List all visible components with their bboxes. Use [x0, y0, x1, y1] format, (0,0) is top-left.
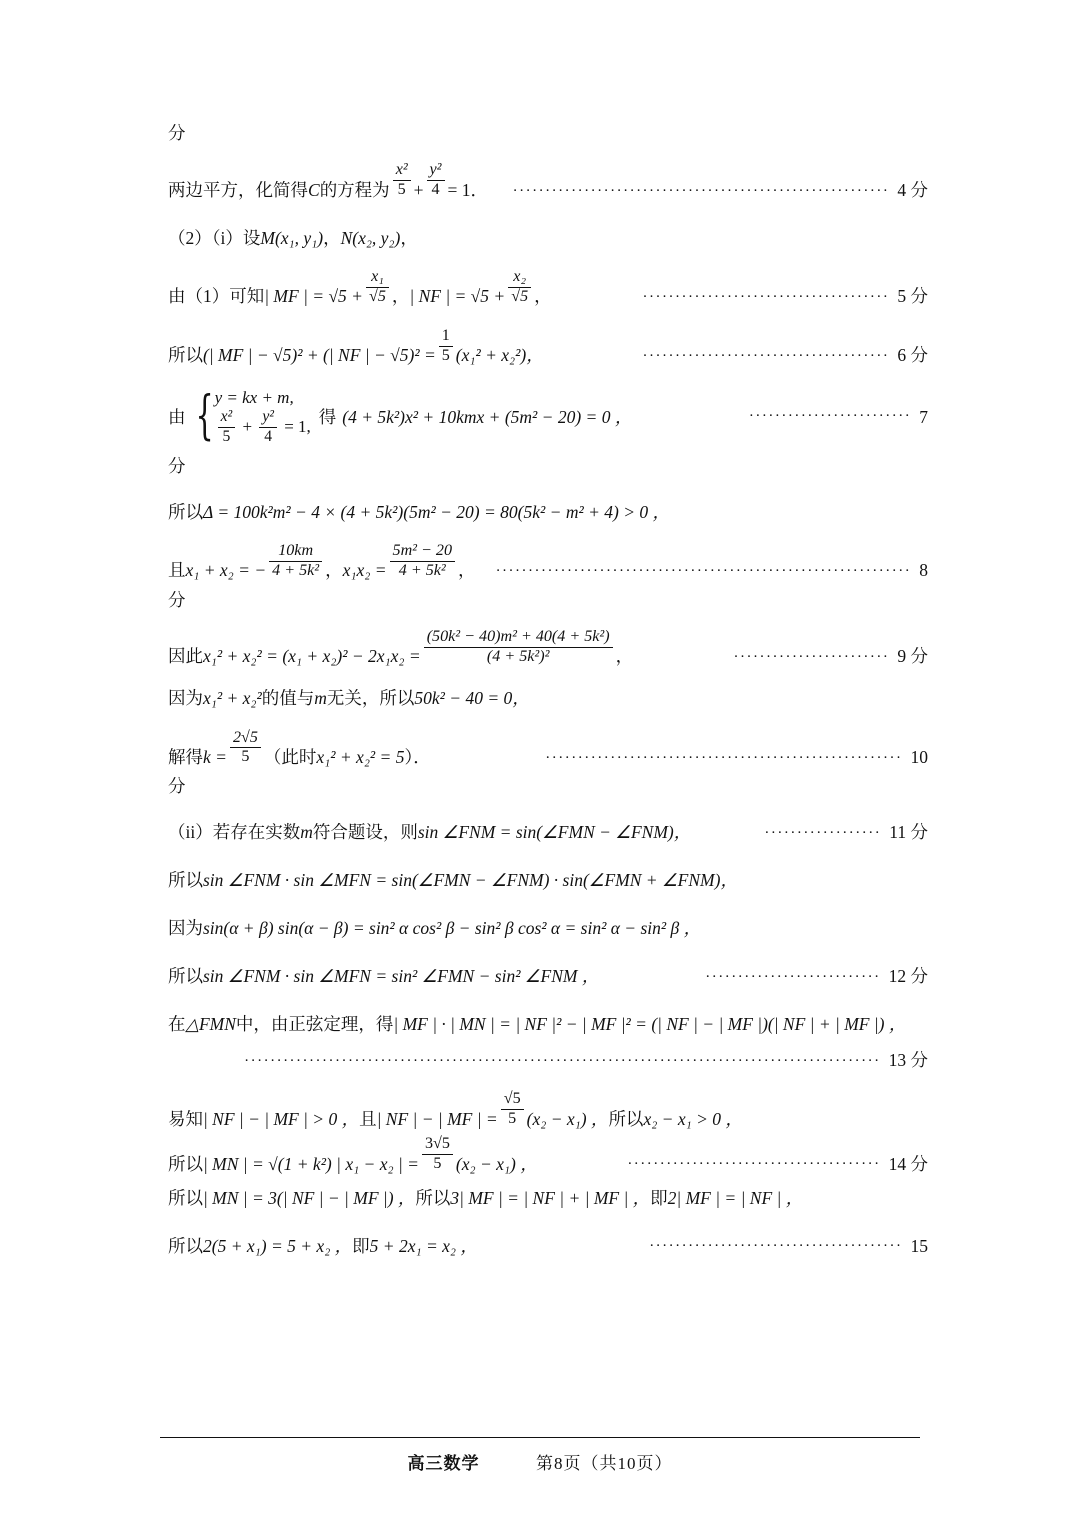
line17-prefix: 易知: [168, 1108, 203, 1129]
line11-mid: 符合题设，则: [312, 821, 418, 842]
fraction-numerator: x₁: [371, 267, 384, 285]
fraction-numerator: 1: [441, 326, 450, 344]
system-line-2: [215, 409, 311, 447]
expr-law-of-sines: | MF | · | MN | = | NF |² − | MF |² = (| NF | − | MF |)(| NF | + | MF |) ，: [393, 1013, 907, 1034]
system-eq: = 1,: [284, 416, 311, 436]
fraction-denominator: √5: [511, 287, 529, 305]
line7-comma: ，: [325, 560, 343, 581]
line17-end-prefix: 所以: [608, 1108, 644, 1129]
text-line-fen-top: 分: [168, 123, 186, 143]
score-mark-13: 13 分: [888, 1049, 928, 1070]
fraction-numerator: 3√5: [424, 1135, 450, 1153]
expr-2mf-eq-nf: 2| MF | = | NF | ，: [667, 1187, 804, 1208]
leader-dots: ································································: [495, 563, 912, 580]
expr-nf: | NF | = √5 +: [409, 286, 506, 307]
fraction-denominator: 5: [433, 1154, 442, 1172]
triangle-fmn: △FMN: [185, 1013, 236, 1034]
expr-50k2-40: 50k² − 40 = 0，: [414, 688, 530, 709]
answer-body: [168, 120, 928, 1278]
footer-subject: 高三数学: [407, 1454, 480, 1473]
text-line-16: [168, 1044, 928, 1070]
fraction-10km-over-4plus5k2: [269, 543, 322, 580]
left-brace: {: [194, 386, 214, 447]
line8-end: ，: [615, 646, 634, 667]
text-line-20: [168, 1230, 928, 1256]
line7-end: ，: [458, 560, 476, 581]
expr-sum-sq: x₁² + x₂²: [203, 688, 262, 709]
fraction-numerator: y²: [429, 161, 442, 179]
line10-prefix: 解得: [168, 746, 203, 767]
line12-prefix: 所以: [168, 869, 203, 890]
line3-end: ，: [534, 286, 552, 307]
expr-5-plus-2x1: 5 + 2x₁ = x₂ ，: [369, 1235, 478, 1256]
fraction-numerator: x²: [395, 161, 408, 179]
expr-sin-product: sin ∠FNM · sin ∠MFN = sin(∠FMN − ∠FNM) · sin(∠FMN + ∠FNM)，: [203, 869, 738, 890]
score-mark-4: 4 分: [897, 179, 928, 200]
system-lines: [215, 387, 311, 446]
expr-nf-minus-mf: | NF | − | MF | =: [376, 1108, 498, 1129]
line5-de: 得: [318, 406, 337, 427]
line9-prefix: 因为: [168, 688, 203, 709]
line4-tail: (x₁² + x₂²)，: [455, 345, 544, 366]
leader-dots: ···························: [705, 968, 881, 985]
fraction-numerator: (50k² − 40)m² + 40(4 + 5k²): [426, 627, 610, 645]
leader-dots: ·······································: [649, 1238, 903, 1255]
text-line-2: [168, 222, 928, 248]
score-mark-10: 10: [910, 746, 928, 767]
line10-paren-open: （此时: [263, 746, 317, 767]
score-mark-8: 8: [919, 560, 928, 581]
expr-mf: | MF | = √5 +: [264, 286, 363, 307]
expr-discriminant: Δ = 100k²m² − 4 × (4 + 5k²)(5m² − 20) = 80(5k² − m² + 4) > 0 ，: [203, 501, 671, 522]
leader-dots: ·······································: [627, 1156, 881, 1173]
line17-mid: 且: [359, 1108, 377, 1129]
text-line-5: [168, 387, 928, 446]
text-line-19: [168, 1182, 928, 1208]
fraction-numerator: y²: [262, 408, 274, 426]
footer-divider: [160, 1437, 920, 1438]
score-mark-14: 14 分: [888, 1153, 928, 1174]
line5-prefix: 由: [168, 406, 186, 427]
line19-prefix: 所以: [168, 1187, 203, 1208]
fraction-denominator: √5: [369, 287, 386, 305]
fraction-numerator: √5: [503, 1090, 521, 1108]
score-mark-15: 15: [910, 1235, 928, 1256]
line10-paren-close: ）．: [404, 746, 431, 767]
line1-italic-c: C: [308, 179, 320, 200]
expr-mn-length: | MN | = √(1 + k²) | x₁ − x₂ | =: [203, 1153, 419, 1174]
text-line-10: [168, 730, 928, 767]
leader-dots: ·························: [748, 408, 912, 425]
system-of-equations: [188, 387, 311, 446]
expr-sin-fnm: sin ∠FNM = sin(∠FMN − ∠FNM)，: [417, 821, 692, 842]
expr-2-5-plus-x1: 2(5 + x₁) = 5 + x₂ ，: [203, 1235, 353, 1256]
line13-prefix: 因为: [168, 917, 203, 938]
leader-dots: ······································: [642, 348, 890, 365]
expr-mn-3-diff: | MN | = 3(| NF | − | MF |) ，: [203, 1187, 416, 1208]
expr-3mf: 3| MF | = | NF | + | MF | ，: [450, 1187, 651, 1208]
line3-prefix: 由（1）可知: [168, 286, 265, 307]
fraction-numerator: x²: [220, 408, 233, 426]
text-line-15: [168, 1008, 928, 1034]
fraction-denominator: (4 + 5k²)²: [486, 647, 550, 665]
text-line-fen-4: 分: [168, 776, 186, 797]
fraction-big: [424, 629, 613, 666]
text-line-11: [168, 816, 928, 842]
text-line-13: [168, 912, 928, 938]
line7-prefix: 且: [168, 560, 186, 581]
leader-dots: ··················: [764, 824, 882, 841]
leader-dots: ··························································: [512, 182, 890, 199]
line1-eq: = 1．: [447, 179, 488, 200]
fraction-denominator: 4 + 5k²: [398, 561, 446, 579]
line18-prefix: 所以: [168, 1153, 203, 1174]
fraction-x2-over-5: [218, 409, 236, 445]
text-line-fen-3: 分: [168, 589, 186, 610]
fraction-y2-over-4: [427, 162, 445, 199]
leader-dots: ······································: [642, 289, 890, 306]
fraction-numerator: 5m² − 20: [392, 541, 453, 559]
fraction-denominator: 5: [441, 346, 450, 364]
text-line-7: [168, 541, 928, 581]
leader-dots: ··································································································: [244, 1052, 881, 1069]
line19-mid1: 所以: [415, 1187, 451, 1208]
line19-mid2: 即: [650, 1187, 668, 1208]
line20-prefix: 所以: [168, 1235, 203, 1256]
line8-prefix: 因此: [168, 646, 203, 667]
line1-prefix: 两边平方，化简得: [168, 179, 308, 200]
expr-sin-sq-diff: sin ∠FNM · sin ∠MFN = sin² ∠FMN − sin² ∠FNM ，: [203, 965, 600, 986]
line9-mid1: 的值与: [261, 688, 315, 709]
expr-quadratic: (4 + 5k²)x² + 10kmx + (5m² − 20) = 0 ，: [342, 406, 633, 427]
line4-prefix: 所以: [168, 345, 203, 366]
expr-value-5: x₁² + x₂² = 5: [316, 746, 405, 767]
fraction-numerator: 10km: [278, 541, 314, 559]
line15-prefix: 在: [168, 1013, 186, 1034]
text-line-1: [168, 163, 928, 200]
expr-nf-minus-mf-gt0: | NF | − | MF | > 0 ，: [203, 1108, 360, 1129]
footer-page-info: 第8页（共10页）: [536, 1454, 673, 1473]
fraction-5m2minus20-over-4plus5k2: [390, 543, 456, 580]
text-line-14: [168, 960, 928, 986]
fraction-x1-over-root5: [366, 269, 389, 306]
system-line-1: y = kx + m,: [214, 388, 294, 408]
expr-sum-sq-expand: x₁² + x₂² = (x₁ + x₂)² − 2x₁x₂ =: [203, 646, 421, 667]
expr-sin-identity: sin(α + β) sin(α − β) = sin² α cos² β − sin² β cos² α = sin² α − sin² β ，: [203, 917, 702, 938]
text-line-18: [168, 1137, 928, 1174]
fraction-numerator: 2√5: [232, 728, 258, 746]
leader-dots: ························: [733, 649, 890, 666]
score-mark-11: 11 分: [889, 821, 928, 842]
expr-k-eq: k =: [203, 746, 227, 767]
point-m: M(x₁, y₁): [260, 227, 324, 248]
line11-prefix: （ii）若存在实数: [168, 821, 301, 842]
text-line-3: [168, 267, 928, 307]
text-line-8: [168, 627, 928, 667]
fraction-x2-over-5: [393, 162, 411, 199]
line2-prefix: （2）（i）设: [168, 227, 261, 248]
score-mark-6: 6 分: [897, 345, 928, 366]
point-n: N(x₂, y₂): [340, 227, 401, 248]
fraction-denominator: 5: [241, 748, 250, 766]
fraction-denominator: 4: [431, 181, 440, 199]
fraction-1-over-5: [439, 328, 453, 365]
text-line-fen-2: 分: [168, 455, 186, 476]
var-m: m: [314, 688, 327, 709]
score-mark-7: 7: [919, 406, 928, 427]
fraction-denominator: 5: [397, 181, 406, 199]
fraction-denominator: 5: [222, 427, 231, 445]
expr-sum-squares: (| MF | − √5)² + (| NF | − √5)² =: [203, 345, 436, 366]
page-footer: [0, 1449, 1080, 1474]
fraction-numerator: x₂: [513, 267, 527, 285]
text-line-4: [168, 326, 928, 366]
line15-mid: 中，由正弦定理，得: [235, 1013, 394, 1034]
fraction-denominator: 4: [264, 427, 273, 445]
line6-prefix: 所以: [168, 501, 203, 522]
expr-product-roots: x₁x₂ =: [342, 560, 387, 581]
fraction-root5-over-5: [501, 1091, 524, 1128]
var-m: m: [300, 821, 313, 842]
text-line-6: [168, 496, 928, 522]
fraction-2root5-over-5: [230, 730, 261, 767]
line14-prefix: 所以: [168, 965, 203, 986]
fraction-denominator: 4 + 5k²: [272, 561, 320, 579]
line9-mid2: 无关，所以: [326, 688, 415, 709]
score-mark-5: 5 分: [897, 286, 928, 307]
line1-plus: +: [413, 179, 424, 200]
system-plus: +: [242, 416, 253, 436]
text-line-17: [168, 1092, 928, 1129]
line17-tail: (x₂ − x₁) ，: [526, 1108, 609, 1129]
fraction-denominator: 5: [508, 1110, 517, 1128]
line20-mid: 即: [352, 1235, 370, 1256]
line2-end: ，: [400, 227, 418, 248]
line2-comma: ，: [323, 227, 341, 248]
fraction-3root5-over-5: [422, 1136, 453, 1173]
expr-sum-roots: x₁ + x₂ = −: [185, 560, 267, 581]
score-mark-12: 12 分: [888, 965, 928, 986]
line18-tail: (x₂ − x₁) ，: [455, 1153, 538, 1174]
leader-dots: ·······················································: [545, 749, 903, 766]
text-line-12: [168, 864, 928, 890]
line3-comma: ，: [391, 286, 410, 307]
line1-mid: 的方程为: [319, 179, 390, 200]
score-mark-9: 9 分: [897, 646, 928, 667]
text-line-9: [168, 682, 928, 708]
fraction-y2-over-4: [259, 409, 277, 445]
expr-x2-minus-x1-gt0: x₂ − x₁ > 0 ，: [643, 1108, 743, 1129]
fraction-x2-over-root5: [508, 269, 531, 306]
